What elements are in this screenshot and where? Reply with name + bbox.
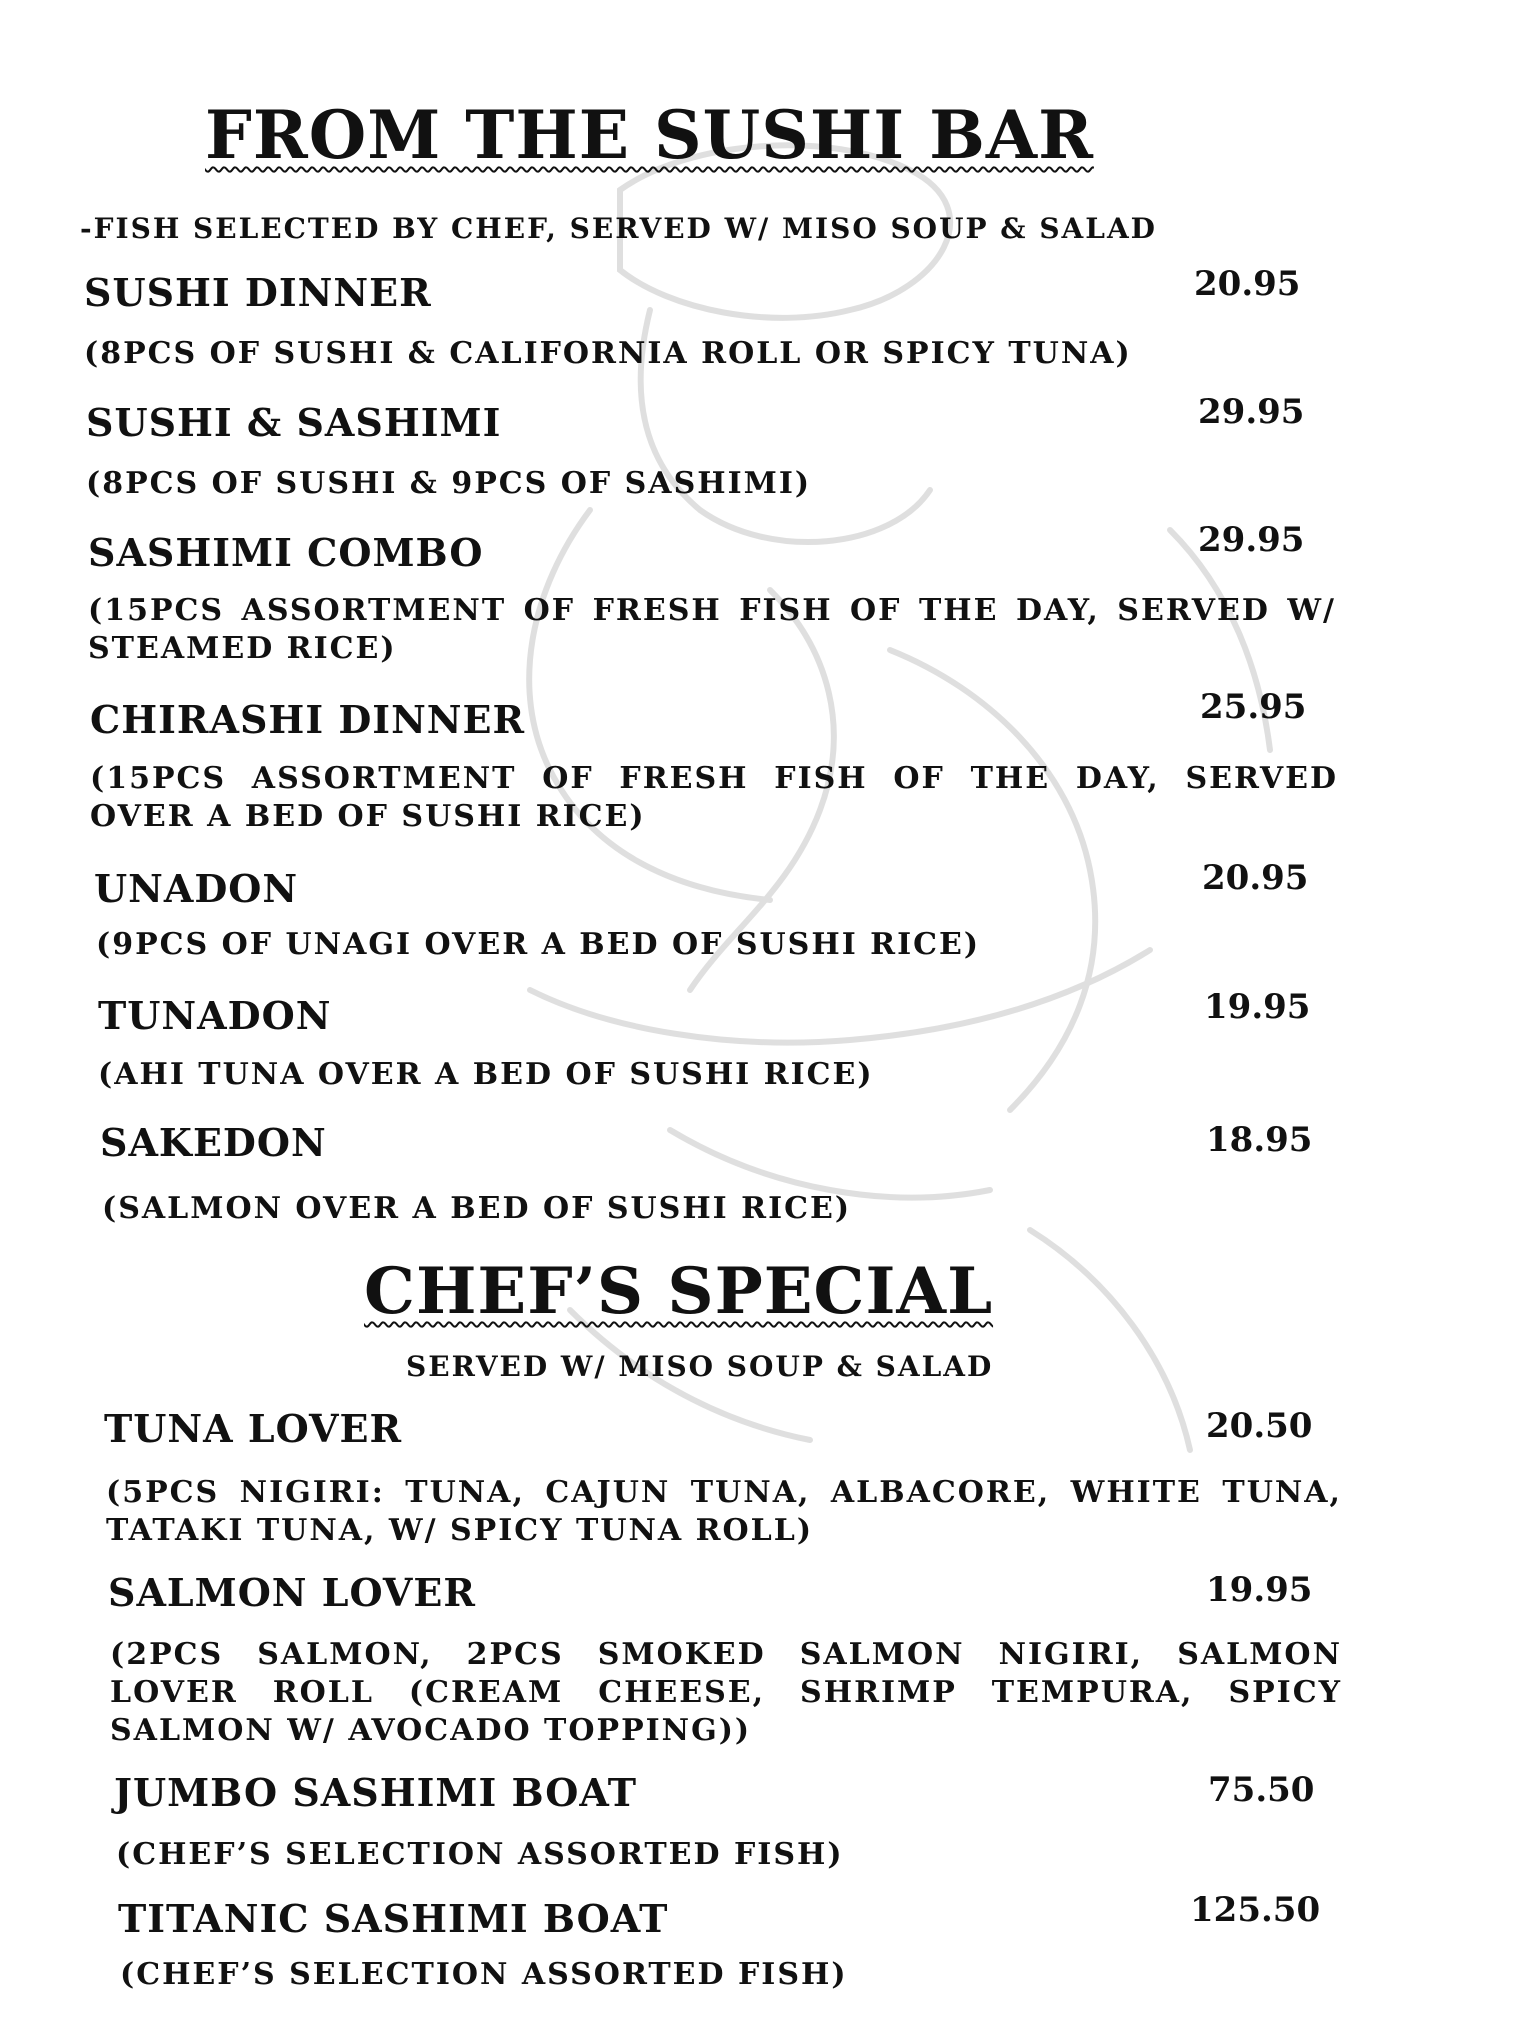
item-description: (15PCS ASSORTMENT OF FRESH FISH OF THE DAY, SERVED OVER A BED OF SUSHI RICE) — [90, 761, 1338, 834]
item-price: 19.95 — [1204, 987, 1311, 1027]
item-price: 19.95 — [1206, 1570, 1313, 1610]
item-description: (2PCS SALMON, 2PCS SMOKED SALMON NIGIRI, SALMON LOVER ROLL (CREAM CHEESE, SHRIMP TEMPURA, SPICY SALMON W/ AVOCADO TOPPING)) — [110, 1637, 1342, 1748]
item-price: 20.50 — [1206, 1406, 1313, 1446]
item-name: SASHIMI COMBO — [88, 530, 484, 575]
item-description: (CHEF’S SELECTION ASSORTED FISH) — [120, 1957, 848, 1992]
menu-item — [0, 264, 1518, 320]
item-description: (SALMON OVER A BED OF SUSHI RICE) — [102, 1191, 852, 1226]
menu-item — [0, 1570, 1518, 1620]
item-name: JUMBO SASHIMI BOAT — [114, 1770, 638, 1815]
menu-item — [0, 1890, 1518, 1946]
item-price: 29.95 — [1198, 520, 1305, 560]
item-price: 29.95 — [1198, 392, 1305, 432]
item-name: TUNADON — [98, 993, 332, 1038]
section-title-chefs-special: CHEF’S SPECIAL — [364, 1254, 994, 1329]
item-name: SAKEDON — [100, 1120, 327, 1165]
item-description: (15PCS ASSORTMENT OF FRESH FISH OF THE DAY, SERVED W/ STEAMED RICE) — [88, 593, 1336, 666]
item-name: TITANIC SASHIMI BOAT — [118, 1896, 669, 1941]
item-price: 20.95 — [1202, 858, 1309, 898]
item-price: 25.95 — [1200, 687, 1307, 727]
item-description: (AHI TUNA OVER A BED OF SUSHI RICE) — [98, 1057, 874, 1092]
item-description: (8PCS OF SUSHI & 9PCS OF SASHIMI) — [86, 466, 812, 501]
item-price: 18.95 — [1206, 1120, 1313, 1160]
menu-item — [0, 687, 1518, 747]
item-name: SALMON LOVER — [108, 1570, 476, 1615]
item-price: 75.50 — [1208, 1770, 1315, 1810]
item-description: (8PCS OF SUSHI & CALIFORNIA ROLL OR SPICY TUNA) — [84, 336, 1132, 371]
item-name: TUNA LOVER — [104, 1406, 403, 1451]
menu-item — [0, 987, 1518, 1043]
menu-item — [0, 858, 1518, 916]
item-name: CHIRASHI DINNER — [90, 697, 526, 742]
item-price: 125.50 — [1190, 1890, 1321, 1930]
item-description: (9PCS OF UNAGI OVER A BED OF SUSHI RICE) — [96, 927, 981, 962]
menu-item — [0, 1770, 1518, 1820]
item-price: 20.95 — [1194, 264, 1301, 304]
menu-item — [0, 1406, 1518, 1456]
menu-item — [0, 392, 1518, 450]
menu-item — [0, 1120, 1518, 1170]
item-description: (CHEF’S SELECTION ASSORTED FISH) — [116, 1837, 844, 1872]
section-title-sushi-bar: FROM THE SUSHI BAR — [205, 96, 1094, 174]
item-name: SUSHI DINNER — [84, 270, 432, 315]
section-subtitle-sushi-bar: -FISH SELECTED BY CHEF, SERVED W/ MISO SOUP & SALAD — [80, 212, 1157, 245]
item-name: UNADON — [94, 866, 299, 911]
item-name: SUSHI & SASHIMI — [86, 400, 502, 445]
item-description: (5PCS NIGIRI: TUNA, CAJUN TUNA, ALBACORE, WHITE TUNA, TATAKI TUNA, W/ SPICY TUNA ROLL) — [106, 1475, 1342, 1548]
section-subtitle-chefs-special: SERVED W/ MISO SOUP & SALAD — [406, 1350, 994, 1383]
menu-item — [0, 520, 1518, 580]
